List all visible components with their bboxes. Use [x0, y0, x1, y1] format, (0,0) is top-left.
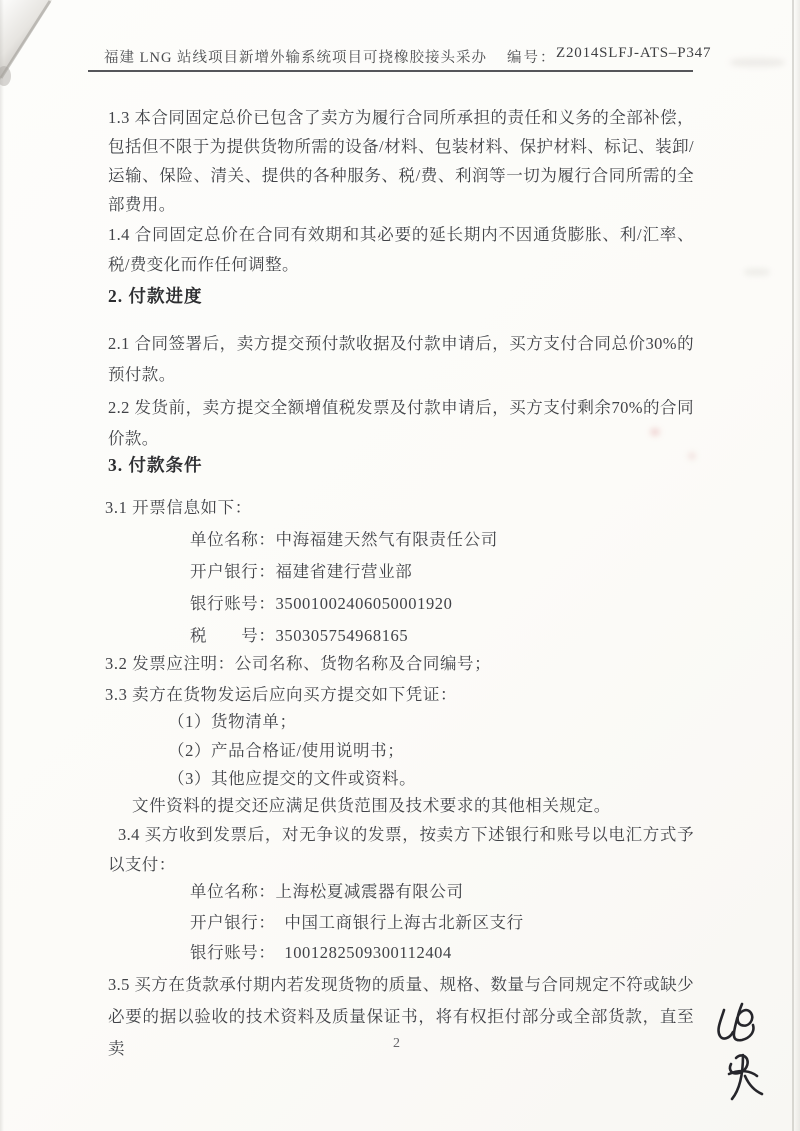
seller-account-line: 银行账号： 1001282509300112404: [190, 943, 452, 962]
scan-edge-shadow: [794, 0, 800, 1131]
document-header-title: 福建 LNG 站线项目新增外输系统项目可挠橡胶接头采办: [104, 50, 488, 66]
shipping-doc-item: （3）其他应提交的文件或资料。: [168, 769, 417, 788]
buyer-account-line: 银行账号：35001002406050001920: [190, 594, 453, 613]
section-2-heading: 2. 付款进度: [108, 286, 203, 306]
doc-number-label: 编号：: [507, 50, 557, 66]
scan-edge-left: [0, 0, 4, 1131]
clause-1-3: 1.3 本合同固定总价已包含了卖方为履行合同所承担的责任和义务的全部补偿，包括但不限于为提供货物所需的设备/材料、包装材料、保护材料、标记、装卸/运输、保险、清关、提供的各种服务、税/费、利润等一切为履行合同所需的全部费用。: [108, 108, 694, 214]
clause-2-2: 2.2 发货前，卖方提交全额增值税发票及付款申请后，买方支付剩余70%的合同价款。: [108, 398, 694, 448]
page-fold-corner: [0, 0, 90, 110]
clause-3-5: 3.5 买方在货款承付期内若发现货物的质量、规格、数量与合同规定不符或缺少必要的据以验收的技术资料及质量保证书，将有权拒付部分或全部货款，直至卖: [108, 975, 694, 1058]
header-rule: [88, 70, 693, 72]
documents-note: 文件资料的提交还应满足供货范围及技术要求的其他相关规定。: [132, 796, 611, 815]
clause-3-3: 3.3 卖方在货物发运后应向买方提交如下凭证：: [105, 685, 458, 704]
clause-3-1: 3.1 开票信息如下：: [105, 498, 252, 517]
page-number: 2: [393, 1036, 401, 1051]
doc-number-value: Z2014SLFJ-ATS–P347: [556, 45, 712, 61]
scan-smudge: [744, 268, 770, 276]
clause-2-1: 2.1 合同签署后，卖方提交预付款收据及付款申请后，买方支付合同总价30%的预付款。: [108, 334, 694, 384]
buyer-company-line: 单位名称：中海福建天然气有限责任公司: [190, 530, 498, 549]
seller-bank-line: 开户银行： 中国工商银行上海古北新区支行: [190, 913, 524, 932]
section-3-heading: 3. 付款条件: [108, 455, 203, 475]
buyer-taxno-line: 税 号：350305754968165: [190, 626, 409, 645]
seller-company-line: 单位名称：上海松夏减震器有限公司: [190, 882, 464, 901]
clause-3-2: 3.2 发票应注明：公司名称、货物名称及合同编号；: [105, 654, 492, 673]
buyer-bank-line: 开户银行：福建省建行营业部: [190, 562, 413, 581]
clause-1-4: 1.4 合同固定总价在合同有效期和其必要的延长期内不因通货膨胀、利/汇率、税/费变化而作任何调整。: [108, 225, 694, 274]
shipping-doc-item: （2）产品合格证/使用说明书；: [168, 741, 405, 760]
scan-smudge: [730, 58, 785, 67]
handwritten-signature: [702, 998, 774, 1113]
clause-3-4: 3.4 买方收到发票后，对无争议的发票，按卖方下述银行和账号以电汇方式予以支付：: [108, 825, 694, 874]
shipping-doc-item: （1）货物清单；: [168, 712, 297, 731]
